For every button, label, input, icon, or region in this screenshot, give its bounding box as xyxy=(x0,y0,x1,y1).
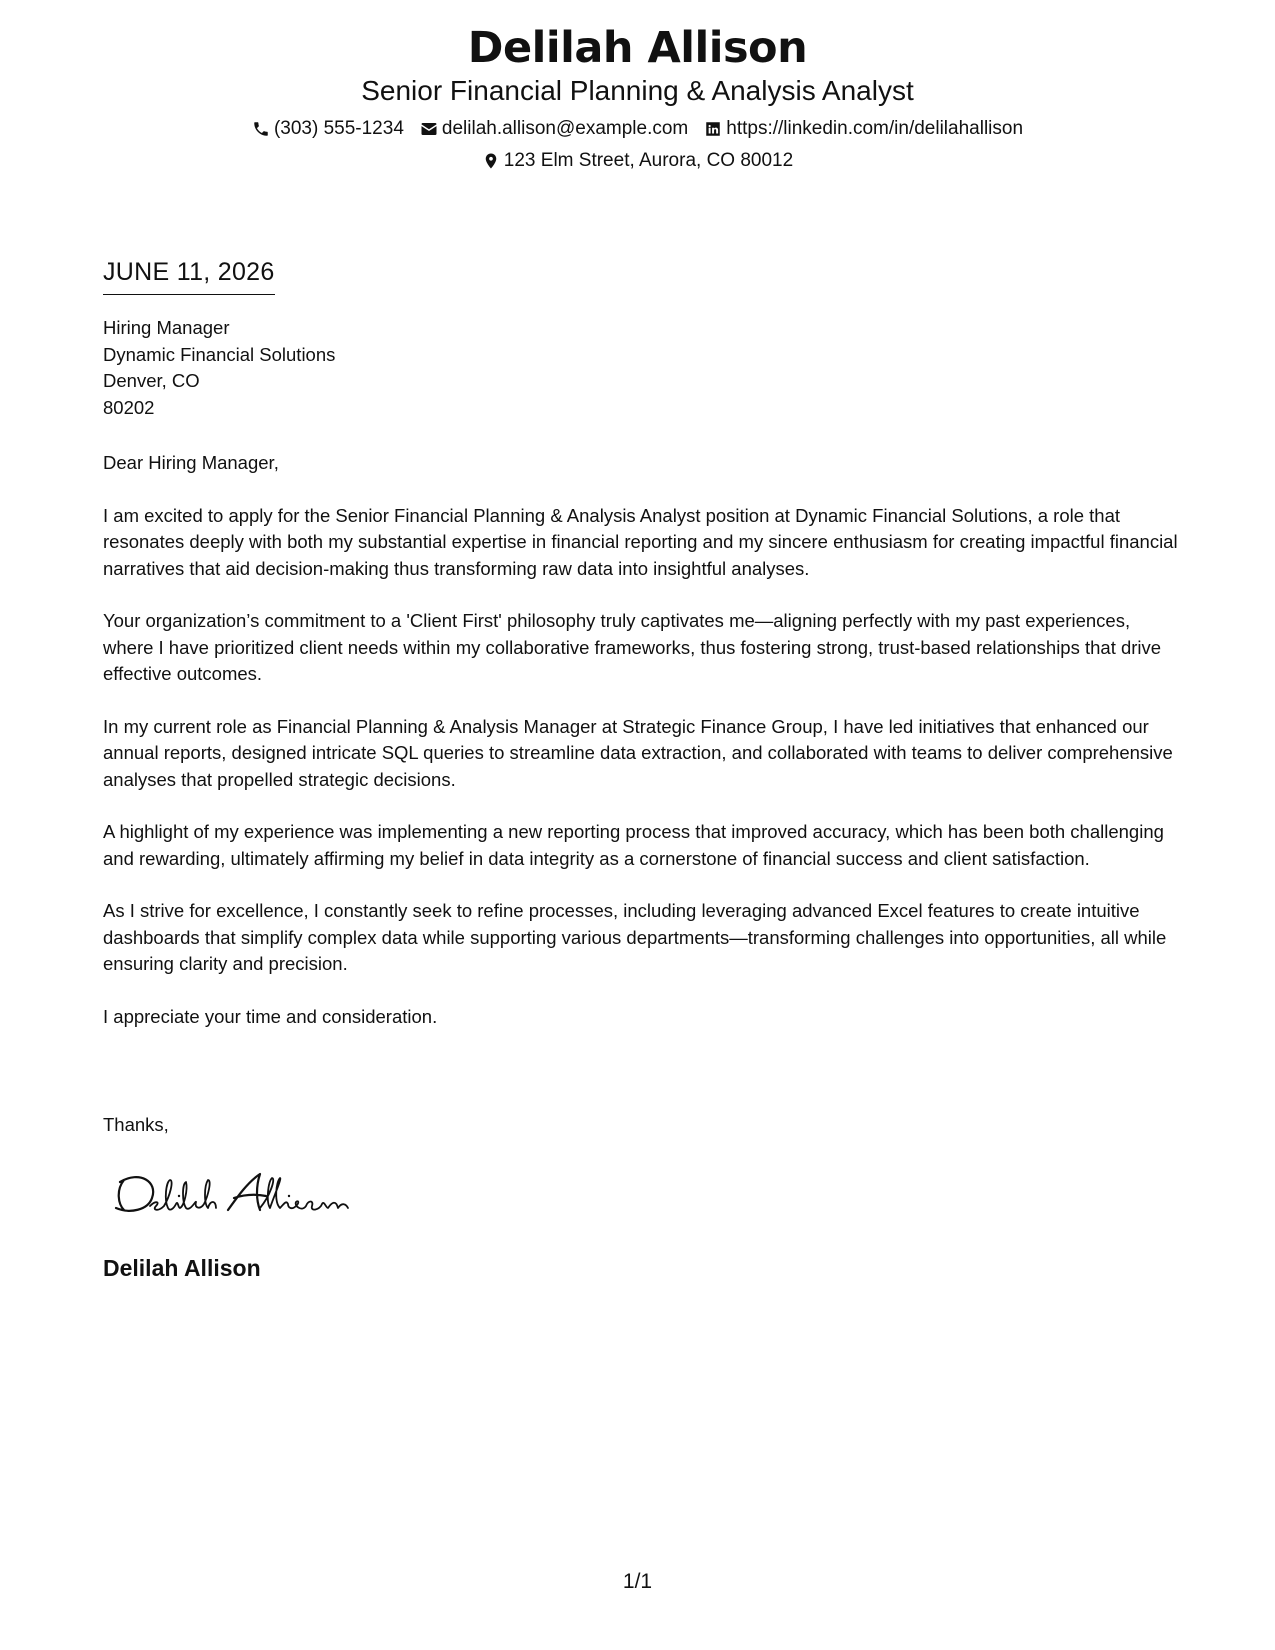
body-paragraph: I appreciate your time and consideration. xyxy=(103,1005,438,1027)
applicant-title: Senior Financial Planning & Analysis Analyst xyxy=(361,75,914,106)
envelope-icon xyxy=(420,120,438,138)
recipient-company: Dynamic Financial Solutions xyxy=(103,343,336,365)
body-paragraph: I am excited to apply for the Senior Financial Planning & Analysis Analyst position at Dynamic Financial Solutions, a role that resonates deeply with both my substantial expertise in financial reporting and my sincere enthusiasm for creating impactful financial narratives that aid decision-making thus transforming raw data into insightful analyses. xyxy=(103,504,1178,579)
letter-date: JUNE 11, 2026 xyxy=(103,256,275,295)
letter-body xyxy=(103,450,1178,1056)
contact-address xyxy=(0,149,1275,173)
contact-info xyxy=(0,117,1275,141)
body-paragraph: Your organization’s commitment to a 'Client First' philosophy truly captivates me—aligning perfectly with my past experiences, where I have prioritized client needs within my collaborative frameworks, thus fostering strong, trust-based relationships that drive effective outcomes. xyxy=(103,610,1162,684)
handwritten-signature xyxy=(110,1160,370,1224)
recipient-zip: 80202 xyxy=(103,396,155,418)
contact-phone xyxy=(252,117,404,141)
email-link[interactable]: delilah.allison@example.com xyxy=(441,118,689,139)
recipient-city: Denver, CO xyxy=(103,370,200,391)
recipient-line: Hiring Manager xyxy=(103,317,230,338)
address-item xyxy=(482,149,793,173)
phone-icon xyxy=(252,120,270,138)
salutation: Dear Hiring Manager, xyxy=(103,452,279,473)
body-paragraph: In my current role as Financial Planning & Analysis Manager at Strategic Finance Group, I have led initiatives that enhanced our annual reports, designed intricate SQL queries to streamline data extraction, and collaborated with teams to deliver comprehensive analyses that propelled strategic decisions. xyxy=(103,715,1173,790)
address-text: 123 Elm Street, Aurora, CO 80012 xyxy=(503,150,794,171)
page-number: 1/1 xyxy=(622,1570,653,1593)
map-marker-icon xyxy=(482,152,500,170)
linkedin-icon xyxy=(704,120,722,138)
recipient-block xyxy=(103,315,335,421)
linkedin-link[interactable]: https://linkedin.com/in/delilahallison xyxy=(726,118,1024,139)
closing-line: Thanks, xyxy=(103,1114,169,1135)
contact-linkedin xyxy=(704,117,1023,141)
body-paragraph: As I strive for excellence, I constantly seek to refine processes, including leveraging advanced Excel features to create intuitive dashboards that simplify complex data while supporting various departments—transforming challenges into opportunities, all while ensuring clarity and precision. xyxy=(103,900,1167,974)
letter-header xyxy=(0,22,1275,173)
phone-text: (303) 555-1234 xyxy=(273,118,404,139)
contact-email xyxy=(420,117,688,141)
signer-name: Delilah Allison xyxy=(103,1255,261,1281)
applicant-name: Delilah Allison xyxy=(467,23,808,73)
body-paragraph: A highlight of my experience was implementing a new reporting process that improved accuracy, which has been both challenging and rewarding, ultimately affirming my belief in data integrity as a cornerstone of financial success and client satisfaction. xyxy=(103,821,1164,869)
